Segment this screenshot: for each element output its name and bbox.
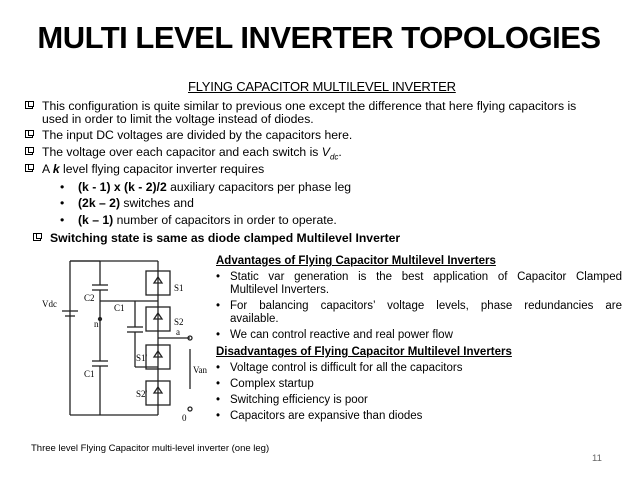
label-c1-flying: C1 xyxy=(114,303,125,313)
disadvantage-item: • Complex startup xyxy=(216,378,314,390)
bullet-k-level xyxy=(25,162,625,178)
advantage-item: • Static var generation is the best application of Capacitor Clamped Multilevel Inverters. xyxy=(216,271,622,296)
label-s2-prime: S2' xyxy=(136,389,148,399)
label-n: n xyxy=(94,319,99,329)
advantage-item: • We can control reactive and real power flow xyxy=(216,329,453,341)
label-vdc: Vdc xyxy=(42,299,57,309)
disadvantages-heading: Disadvantages of Flying Capacitor Multilevel Inverters xyxy=(216,346,512,358)
checkbox-bullet-icon xyxy=(25,101,33,109)
checkbox-bullet-icon xyxy=(25,164,33,172)
bullet-switching-state xyxy=(33,231,533,247)
disadvantage-item: • Voltage control is difficult for all the capacitors xyxy=(216,362,463,374)
bullet-text-cont: used in order to limit the voltage instead of diodes. xyxy=(42,112,314,126)
flying-capacitor-circuit-diagram xyxy=(40,249,212,435)
label-c2-lower: C1 xyxy=(84,369,95,379)
checkbox-bullet-icon xyxy=(25,147,33,155)
label-s1: S1 xyxy=(174,283,184,293)
bullet-voltage-over-capacitor xyxy=(25,145,625,161)
bullet-dc-voltages xyxy=(25,128,625,144)
disadvantage-item: • Capacitors are expansive than diodes xyxy=(216,410,423,422)
bullet-text: A k level flying capacitor inverter requires xyxy=(42,162,265,176)
label-s2: S2 xyxy=(174,317,184,327)
slide-title: MULTI LEVEL INVERTER TOPOLOGIES xyxy=(37,20,601,55)
label-zero: 0 xyxy=(182,413,187,423)
disadvantage-item: • Switching efficiency is poor xyxy=(216,394,368,406)
bullet-text: The voltage over each capacitor and each switch is $V_{dc}$. xyxy=(42,145,342,162)
label-s1-prime: S1' xyxy=(136,353,148,363)
label-a: a xyxy=(176,327,180,337)
advantage-item: • For balancing capacitors’ voltage levels, phase redundancies are available. xyxy=(216,300,622,325)
advantages-heading: Advantages of Flying Capacitor Multilevel Inverters xyxy=(216,255,496,267)
bullet-text: The input DC voltages are divided by the capacitors here. xyxy=(42,128,353,142)
label-van: Van xyxy=(193,365,207,375)
section-subtitle: FLYING CAPACITOR MULTILEVEL INVERTER xyxy=(188,79,456,94)
bullet-configuration xyxy=(25,99,625,129)
figure-caption: Three level Flying Capacitor multi-level inverter (one leg) xyxy=(31,443,270,454)
bullet-text: Switching state is same as diode clamped Multilevel Inverter xyxy=(50,231,401,245)
page-number: 11 xyxy=(592,453,602,464)
label-c2-upper: C2 xyxy=(84,293,95,303)
bullet-text: This configuration is quite similar to previous one except the difference that here flying capacitors is xyxy=(42,99,577,113)
checkbox-bullet-icon xyxy=(25,130,33,138)
checkbox-bullet-icon xyxy=(33,233,41,241)
